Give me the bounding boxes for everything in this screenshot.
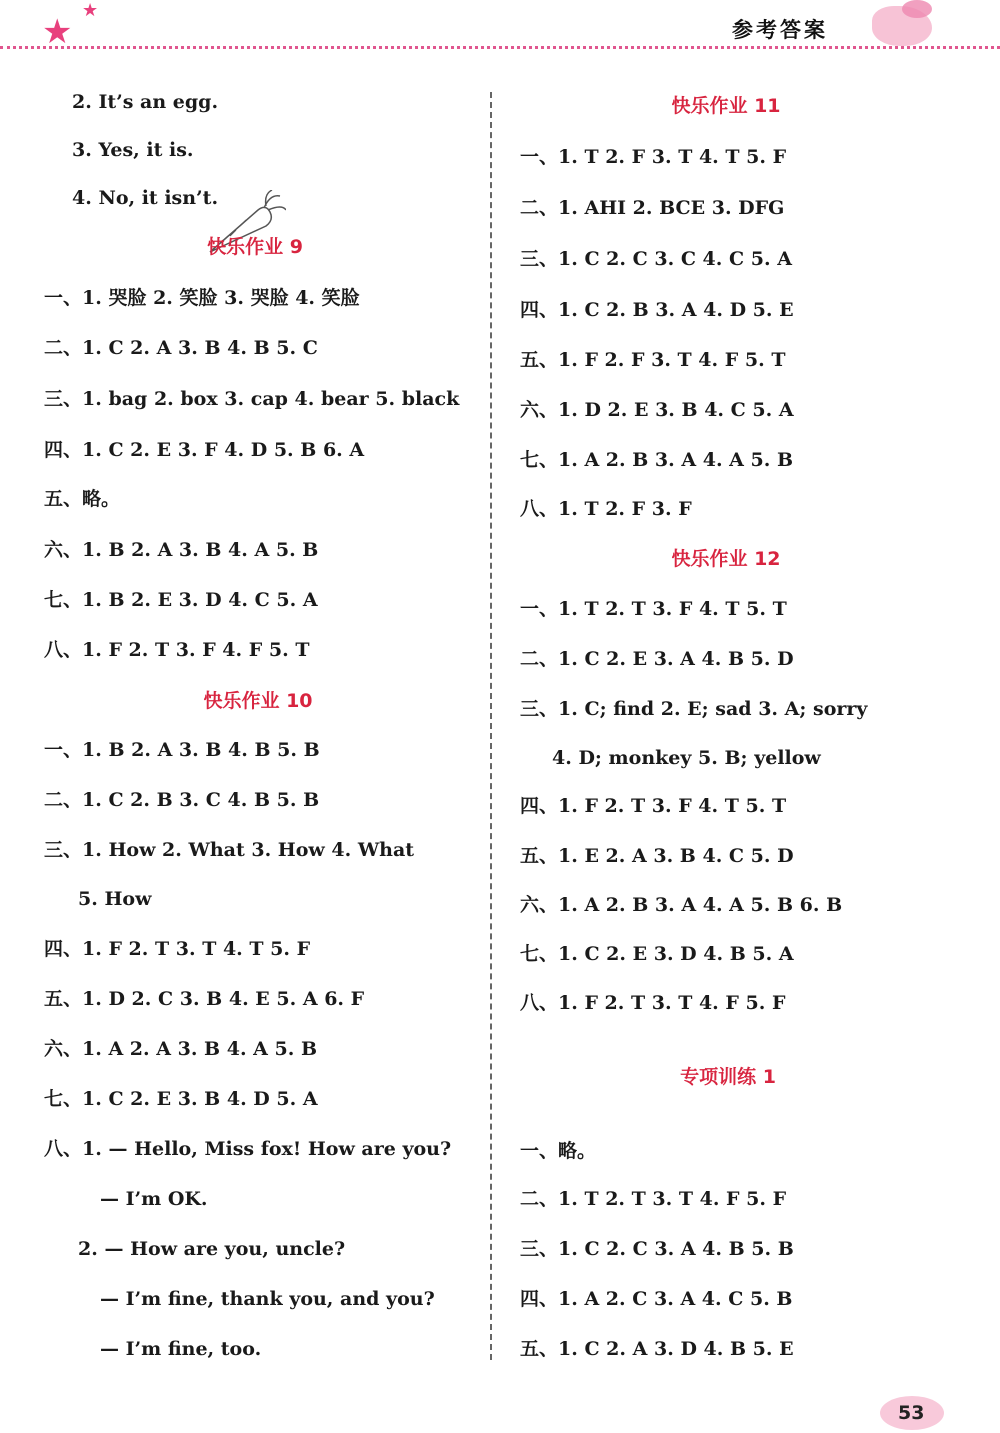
answer-line: 八、1. F 2. T 3. T 4. F 5. F: [520, 992, 786, 1014]
answer-line: 二、1. C 2. B 3. C 4. B 5. B: [44, 789, 320, 811]
answer-line: 一、1. 哭脸 2. 笑脸 3. 哭脸 4. 笑脸: [44, 287, 360, 309]
answer-line: 二、1. C 2. E 3. A 4. B 5. D: [520, 648, 794, 670]
answer-line: 四、1. C 2. E 3. F 4. D 5. B 6. A: [44, 439, 365, 461]
answer-line: 七、1. C 2. E 3. D 4. B 5. A: [520, 943, 794, 965]
answer-line: 八、1. — Hello, Miss fox! How are you?: [44, 1138, 452, 1160]
section-title-hw11: 快乐作业 11: [671, 95, 781, 117]
answer-line: 5. How: [78, 888, 152, 910]
answer-line: 一、1. T 2. T 3. F 4. T 5. T: [520, 598, 787, 620]
answer-line: 七、1. A 2. B 3. A 4. A 5. B: [520, 449, 794, 471]
answer-line: 四、1. F 2. T 3. F 4. T 5. T: [520, 795, 787, 817]
answer-line: 三、1. How 2. What 3. How 4. What: [44, 839, 415, 861]
flower-decoration-icon: [902, 0, 932, 18]
star-icon: ★: [82, 0, 99, 21]
answer-line: 八、1. T 2. F 3. F: [520, 498, 692, 520]
answer-line: 八、1. F 2. T 3. F 4. F 5. T: [44, 639, 310, 661]
answer-line: 四、1. F 2. T 3. T 4. T 5. F: [44, 938, 311, 960]
answer-line: 六、1. D 2. E 3. B 4. C 5. A: [520, 399, 794, 421]
answer-line: 二、1. T 2. T 3. T 4. F 5. F: [520, 1188, 787, 1210]
answer-line: 一、略。: [520, 1140, 597, 1162]
answer-line: — I’m fine, too.: [100, 1338, 262, 1360]
answer-line: 七、1. C 2. E 3. B 4. D 5. A: [44, 1088, 318, 1110]
section-title-hw10: 快乐作业 10: [203, 690, 313, 712]
page-header: [0, 0, 1000, 60]
answer-line: 六、1. A 2. B 3. A 4. A 5. B 6. B: [520, 894, 843, 916]
answer-line: 五、1. E 2. A 3. B 4. C 5. D: [520, 845, 794, 867]
answer-line: 四、1. A 2. C 3. A 4. C 5. B: [520, 1288, 793, 1310]
answer-line: 五、1. C 2. A 3. D 4. B 5. E: [520, 1338, 794, 1360]
answer-line: 六、1. A 2. A 3. B 4. A 5. B: [44, 1038, 318, 1060]
answer-line: 五、1. D 2. C 3. B 4. E 5. A 6. F: [44, 988, 365, 1010]
answer-line: 2. — How are you, uncle?: [78, 1238, 346, 1260]
section-title-special1: 专项训练 1: [680, 1066, 776, 1088]
answer-line: — I’m fine, thank you, and you?: [100, 1288, 435, 1310]
answer-line: 二、1. C 2. A 3. B 4. B 5. C: [44, 337, 318, 359]
answer-line: 五、略。: [44, 488, 121, 510]
answer-line: 二、1. AHI 2. BCE 3. DFG: [520, 197, 785, 219]
answer-line: 三、1. C 2. C 3. C 4. C 5. A: [520, 248, 792, 270]
answer-line: 一、1. T 2. F 3. T 4. T 5. F: [520, 146, 787, 168]
header-title: 参考答案: [732, 18, 828, 42]
section-title-hw9: 快乐作业 9: [207, 236, 303, 258]
answer-line: — I’m OK.: [100, 1188, 208, 1210]
answer-line: 五、1. F 2. F 3. T 4. F 5. T: [520, 349, 786, 371]
answer-line: 六、1. B 2. A 3. B 4. A 5. B: [44, 539, 319, 561]
answer-line: 四、1. C 2. B 3. A 4. D 5. E: [520, 299, 794, 321]
answer-line: 三、1. C 2. C 3. A 4. B 5. B: [520, 1238, 794, 1260]
answer-line: 一、1. B 2. A 3. B 4. B 5. B: [44, 739, 320, 761]
column-divider: [490, 92, 492, 1360]
answer-line: 4. No, it isn’t.: [72, 187, 219, 209]
answer-line: 三、1. C; find 2. E; sad 3. A; sorry: [520, 698, 868, 720]
section-title-hw12: 快乐作业 12: [671, 548, 781, 570]
answer-line: 2. It’s an egg.: [72, 91, 219, 113]
answer-line: 七、1. B 2. E 3. D 4. C 5. A: [44, 589, 318, 611]
answer-line: 4. D; monkey 5. B; yellow: [552, 747, 821, 769]
answer-line: 三、1. bag 2. box 3. cap 4. bear 5. black: [44, 388, 460, 410]
header-dotted-line: [0, 46, 1000, 49]
page-number: 53: [898, 1402, 925, 1424]
answer-line: 3. Yes, it is.: [72, 139, 194, 161]
star-icon: ★: [42, 12, 73, 52]
